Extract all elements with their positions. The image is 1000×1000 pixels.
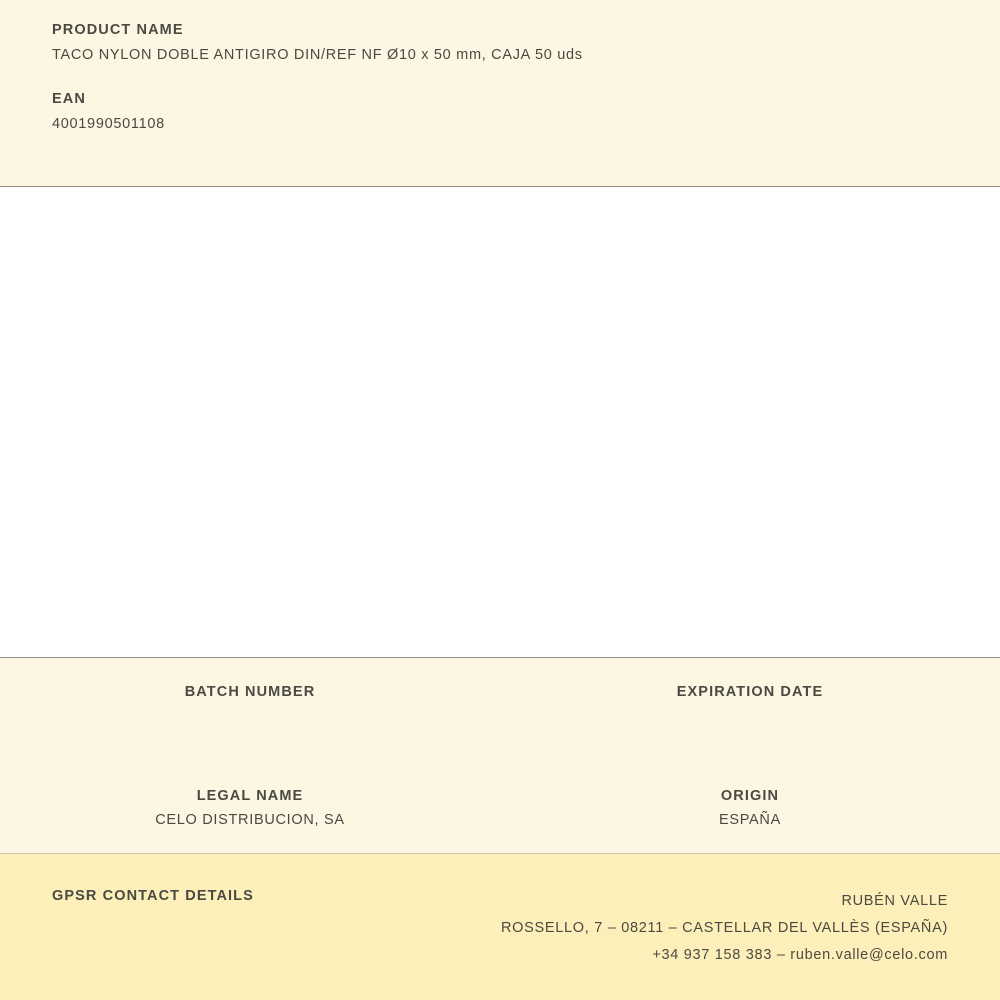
contact-address: ROSSELLO, 7 – 08211 – CASTELLAR DEL VALLÈS (ESPAÑA): [501, 919, 948, 936]
legal-name-value: CELO DISTRIBUCION, SA: [155, 812, 345, 828]
legal-name-label: LEGAL NAME: [196, 788, 304, 804]
origin-label: ORIGIN: [720, 788, 780, 804]
product-name-block: [52, 22, 948, 63]
product-info-section: [0, 0, 1000, 187]
expiration-date-value: [500, 708, 1000, 724]
batch-number-value: [0, 708, 500, 724]
legal-name-block: [0, 788, 500, 828]
batch-number-block: [0, 684, 500, 724]
product-name-label: PRODUCT NAME: [52, 22, 184, 38]
origin-value: ESPAÑA: [719, 812, 781, 828]
batch-number-label: BATCH NUMBER: [184, 684, 316, 700]
gpsr-contact-label: GPSR CONTACT DETAILS: [52, 888, 254, 904]
ean-value: 4001990501108: [52, 116, 165, 132]
gpsr-contact-details: [501, 888, 948, 968]
legal-row: [0, 788, 1000, 828]
contact-phone-email: +34 937 158 383 – ruben.valle@celo.com: [652, 946, 948, 963]
origin-block: [500, 788, 1000, 828]
blank-image-area: [0, 187, 1000, 658]
expiration-date-label: EXPIRATION DATE: [676, 684, 824, 700]
ean-label: EAN: [52, 91, 86, 107]
expiration-date-block: [500, 684, 1000, 724]
contact-name: RUBÉN VALLE: [841, 893, 948, 909]
ean-block: [52, 91, 948, 132]
product-name-value: TACO NYLON DOBLE ANTIGIRO DIN/REF NF Ø10 x 50 mm, CAJA 50 uds: [52, 47, 583, 63]
batch-legal-section: [0, 658, 1000, 854]
batch-row: [0, 684, 1000, 724]
gpsr-footer: [0, 854, 1000, 1000]
